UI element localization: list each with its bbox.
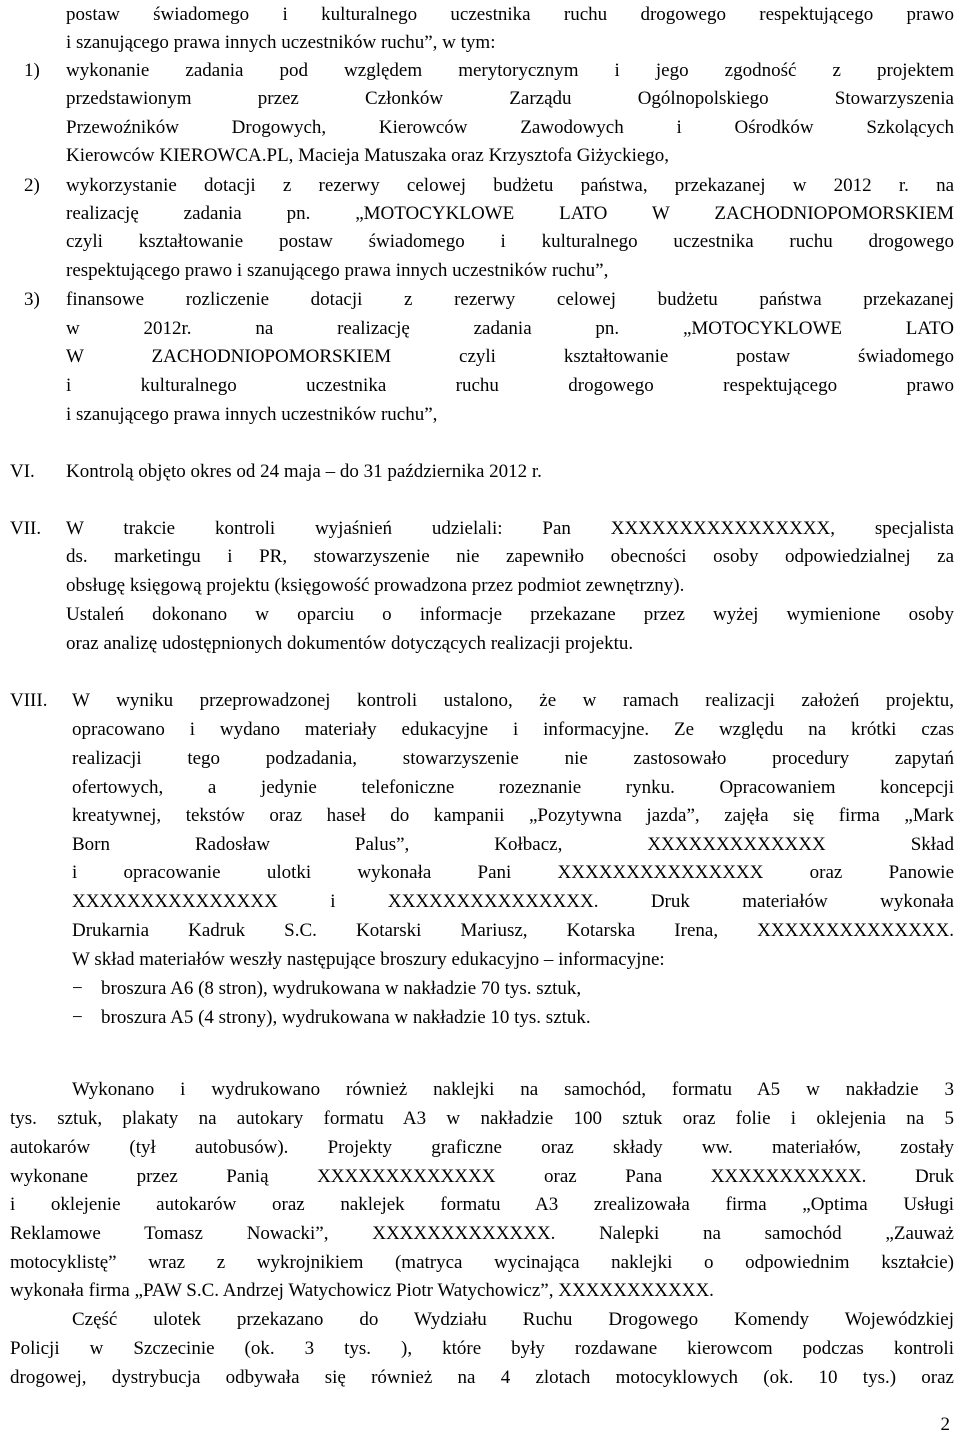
section-viii-line: W wyniku przeprowadzonej kontroli ustalono, że w ramach realizacji założeń projektu,: [72, 690, 954, 711]
section-viii-line: opracowano i wydano materiały edukacyjne i informacyjne. Ze względu na krótki czas: [72, 719, 954, 740]
section-numeral: VII.: [10, 518, 42, 539]
section-vi-text: Kontrolą objęto okres od 24 maja – do 31 października 2012 r.: [66, 461, 542, 482]
closing-paragraph-line: i oklejenie autokarów oraz naklejek formatu A3 zrealizowała firma „Optima Usługi: [10, 1194, 954, 1215]
section-viii-line: i opracowanie ulotki wykonała Pani XXXXXXXXXXXXXXX oraz Panowie: [72, 862, 954, 883]
list-item-line: czyli kształtowanie postaw świadomego i kulturalnego uczestnika ruchu drogowego: [66, 231, 954, 252]
section-viii-line: realizacji tego podzadania, stowarzyszenie nie zastosowało procedury zapytań: [72, 748, 954, 769]
list-number: 2): [24, 175, 40, 196]
list-item-line: wykorzystanie dotacji z rezerwy celowej budżetu państwa, przekazanej w 2012 r. na: [66, 175, 954, 196]
list-item-line: w 2012r. na realizację zadania pn. „MOTOCYKLOWE LATO: [66, 318, 954, 339]
section-vii-line: ds. marketingu i PR, stowarzyszenie nie zapewniło obecności osoby odpowiedzialnej za: [66, 546, 954, 567]
bullet-item: broszura A5 (4 strony), wydrukowana w nakładzie 10 tys. sztuk.: [101, 1007, 591, 1028]
section-viii-line: XXXXXXXXXXXXXXX i XXXXXXXXXXXXXXX. Druk materiałów wykonała: [72, 891, 954, 912]
section-vii-line: oraz analizę udostępnionych dokumentów dotyczących realizacji projektu.: [66, 633, 634, 654]
section-vii-line: Ustaleń dokonano w oparciu o informacje przekazane przez wyżej wymienione osoby: [66, 604, 954, 625]
section-viii-line: W skład materiałów weszły następujące broszury edukacyjno – informacyjne:: [72, 949, 665, 970]
closing-paragraph-line: wykonane przez Panią XXXXXXXXXXXXX oraz Pana XXXXXXXXXXX. Druk: [10, 1166, 954, 1187]
list-number: 3): [24, 289, 40, 310]
closing-paragraph-line: Policji w Szczecinie (ok. 3 tys. ), które były rozdawane kierowcom podczas kontroli: [10, 1338, 954, 1359]
list-item-line: W ZACHODNIOPOMORSKIEM czyli kształtowanie postaw świadomego: [66, 346, 954, 367]
closing-paragraph-line: Reklamowe Tomasz Nowacki”, XXXXXXXXXXXXX. Nalepki na samochód „Zauważ: [10, 1223, 954, 1244]
list-item-line: Przewoźników Drogowych, Kierowców Zawodowych i Ośrodków Szkolących: [66, 117, 954, 138]
list-item-line: przedstawionym przez Członków Zarządu Ogólnopolskiego Stowarzyszenia: [66, 88, 954, 109]
list-item-line: realizację zadania pn. „MOTOCYKLOWE LATO W ZACHODNIOPOMORSKIEM: [66, 203, 954, 224]
closing-paragraph-line: motocyklistę” wraz z wykrojnikiem (matryca wycinająca naklejki o odpowiednim kształcie): [10, 1252, 954, 1273]
bullet-dash-icon: −: [72, 1007, 83, 1028]
list-item-line: wykonanie zadania pod względem merytorycznym i jego zgodność z projektem: [66, 60, 954, 81]
page-number: 2: [940, 1414, 950, 1435]
list-item-line: finansowe rozliczenie dotacji z rezerwy celowej budżetu państwa przekazanej: [66, 289, 954, 310]
section-viii-line: kreatywnej, tekstów oraz haseł do kampanii „Pozytywna jazda”, zajęła się firma „Mark: [72, 805, 954, 826]
list-item-line: i szanującego prawa innych uczestników ruchu”,: [66, 404, 438, 425]
section-viii-line: ofertowych, a jedynie telefoniczne rozeznanie rynku. Opracowaniem koncepcji: [72, 777, 954, 798]
intro-line: i szanującego prawa innych uczestników ruchu”, w tym:: [66, 32, 496, 53]
list-number: 1): [24, 60, 40, 81]
list-item-line: respektującego prawo i szanującego prawa innych uczestników ruchu”,: [66, 260, 609, 281]
closing-paragraph-line: wykonała firma „PAW S.C. Andrzej Watychowicz Piotr Watychowicz”, XXXXXXXXXXX.: [10, 1280, 714, 1301]
section-numeral: VIII.: [10, 690, 48, 711]
section-numeral: VI.: [10, 461, 35, 482]
intro-line: postaw świadomego i kulturalnego uczestnika ruchu drogowego respektującego prawo: [66, 4, 954, 25]
closing-paragraph-line: drogowej, dystrybucja odbywała się również na 4 zlotach motocyklowych (ok. 10 tys.) oraz: [10, 1367, 954, 1388]
closing-paragraph-line: Część ulotek przekazano do Wydziału Ruchu Drogowego Komendy Wojewódzkiej: [72, 1309, 954, 1330]
bullet-dash-icon: −: [72, 978, 83, 999]
section-vii-line: obsługę księgową projektu (księgowość prowadzona przez podmiot zewnętrzny).: [66, 575, 685, 596]
closing-paragraph-line: autokarów (tył autobusów). Projekty graficzne oraz składy ww. materiałów, zostały: [10, 1137, 954, 1158]
section-viii-line: Drukarnia Kadruk S.C. Kotarski Mariusz, Kotarska Irena, XXXXXXXXXXXXXX.: [72, 920, 954, 941]
closing-paragraph-line: Wykonano i wydrukowano również naklejki na samochód, formatu A5 w nakładzie 3: [72, 1079, 954, 1100]
section-viii-line: Born Radosław Palus”, Kołbacz, XXXXXXXXXXXXX Skład: [72, 834, 954, 855]
closing-paragraph-line: tys. sztuk, plakaty na autokary formatu A3 w nakładzie 100 sztuk oraz folie i oklejenia na 5: [10, 1108, 954, 1129]
section-vii-line: W trakcie kontroli wyjaśnień udzielali: Pan XXXXXXXXXXXXXXXX, specjalista: [66, 518, 954, 539]
bullet-item: broszura A6 (8 stron), wydrukowana w nakładzie 70 tys. sztuk,: [101, 978, 582, 999]
list-item-line: i kulturalnego uczestnika ruchu drogowego respektującego prawo: [66, 375, 954, 396]
list-item-line: Kierowców KIEROWCA.PL, Macieja Matuszaka oraz Krzysztofa Giżyckiego,: [66, 145, 670, 166]
